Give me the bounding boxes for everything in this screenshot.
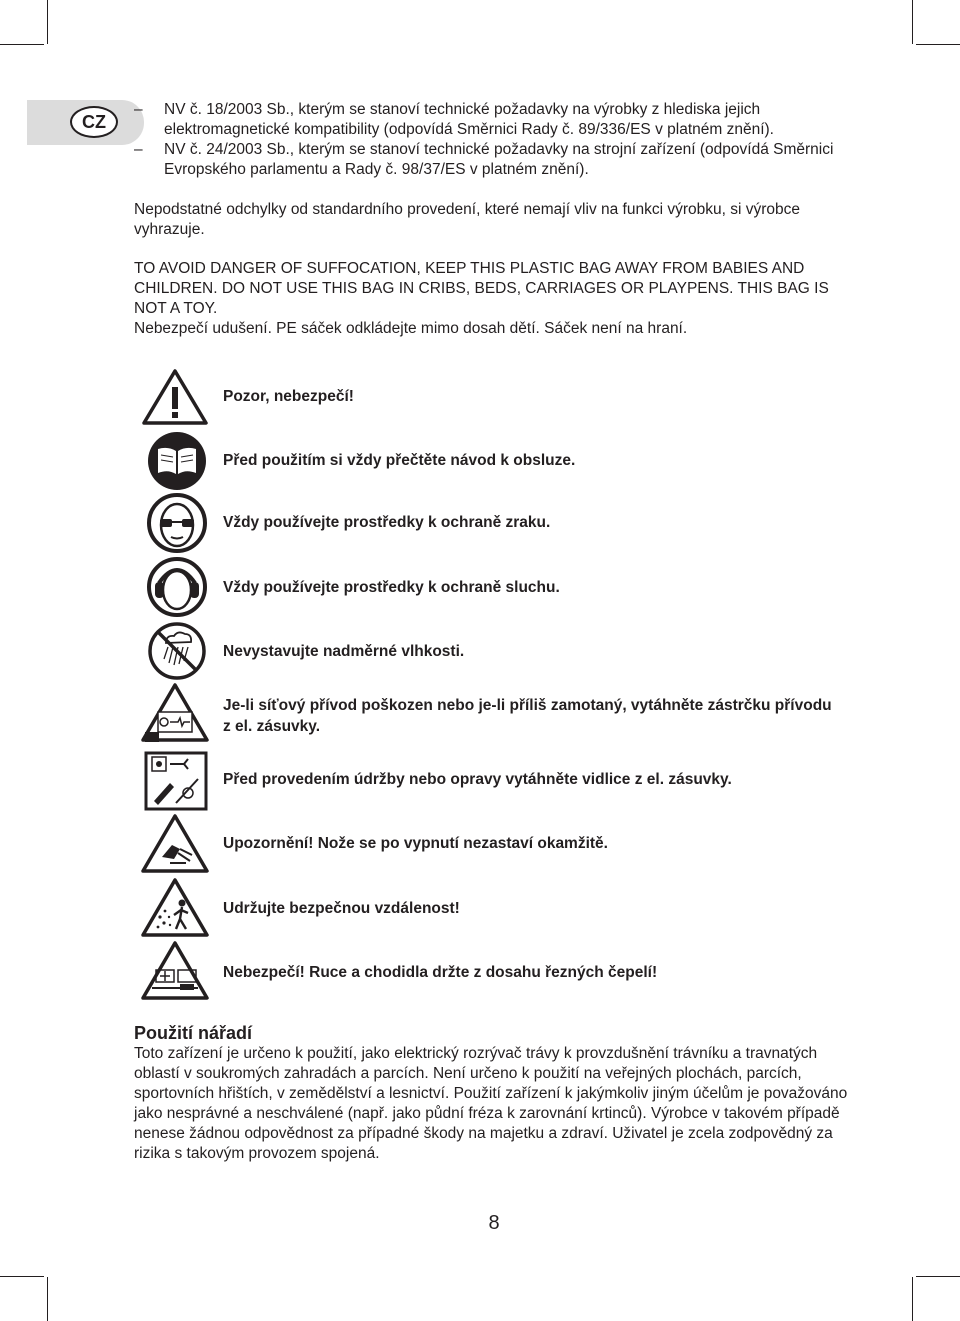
section-title: Použití nářadí bbox=[134, 1023, 253, 1043]
list-dash: – bbox=[134, 101, 143, 118]
symbol-row bbox=[140, 682, 860, 746]
bag-warning-en: TO AVOID DANGER OF SUFFOCATION, KEEP THIS PLASTIC BAG AWAY FROM BABIES AND CHILDREN. DO NOT USE THIS BAG IN CRIBS, BEDS, CARRIAGES OR PLAYPENS. THIS BAG IS NOT A TOY. bbox=[134, 260, 829, 317]
symbol-text: Upozornění! Nože se po vypnutí nezastaví okamžitě. bbox=[223, 835, 608, 852]
disclaimer-text: Nepodstatné odchylky od standardního provedení, které nemají vliv na funkci výrobku, si výrobce vyhrazuje. bbox=[134, 201, 801, 238]
no-rain-icon bbox=[140, 619, 210, 683]
symbol-row bbox=[140, 367, 860, 431]
keep-hands-feet-away-icon bbox=[140, 940, 210, 1004]
regulation-text: NV č. 24/2003 Sb., kterým se stanoví technické požadavky na strojní zařízení (odpovídá Směrnici Evropského parlamentu a Rady č. 98/37/ES v platném znění). bbox=[164, 141, 834, 178]
list-item bbox=[134, 140, 854, 180]
crop-mark bbox=[916, 1276, 960, 1277]
crop-mark bbox=[916, 44, 960, 45]
crop-mark bbox=[0, 44, 44, 45]
symbol-row bbox=[140, 813, 860, 877]
crop-mark bbox=[912, 0, 913, 44]
regulations-list bbox=[134, 100, 854, 180]
symbol-row bbox=[140, 940, 860, 1004]
crop-mark bbox=[47, 1277, 48, 1321]
read-manual-icon bbox=[140, 429, 210, 493]
list-item bbox=[134, 100, 854, 140]
crop-mark bbox=[912, 1277, 913, 1321]
regulation-text: NV č. 18/2003 Sb., kterým se stanoví technické požadavky na výrobky z hlediska jejich elektromagnetické kompatibility (odpovídá Směrnici Rady č. 89/336/ES v platném znění). bbox=[164, 101, 774, 138]
symbol-row bbox=[140, 749, 860, 813]
symbol-row bbox=[140, 491, 860, 555]
symbol-row bbox=[140, 619, 860, 683]
ear-protection-icon bbox=[140, 555, 210, 619]
crop-mark bbox=[0, 1276, 44, 1277]
eye-protection-icon bbox=[140, 491, 210, 555]
unplug-before-maintenance-icon bbox=[140, 749, 210, 813]
keep-distance-icon bbox=[140, 877, 210, 941]
symbol-text: Je-li síťový přívod poškozen nebo je-li příliš zamotaný, vytáhněte zástrčku přívodu z el. zásuvky. bbox=[223, 697, 832, 735]
symbol-text: Před provedením údržby nebo opravy vytáhněte vidlice z el. zásuvky. bbox=[223, 771, 732, 788]
symbol-row bbox=[140, 555, 860, 619]
blades-rotating-icon bbox=[140, 813, 210, 877]
symbol-text: Nebezpečí! Ruce a chodidla držte z dosahu řezných čepelí! bbox=[223, 964, 658, 981]
symbol-text: Pozor, nebezpečí! bbox=[223, 388, 354, 405]
symbol-text: Před použitím si vždy přečtěte návod k obsluze. bbox=[223, 452, 576, 469]
language-badge: CZ bbox=[70, 106, 118, 138]
symbol-text: Vždy používejte prostředky k ochraně sluchu. bbox=[223, 579, 560, 596]
symbol-text: Vždy používejte prostředky k ochraně zraku. bbox=[223, 514, 551, 531]
usage-text: Toto zařízení je určeno k použití, jako elektrický rozrývač trávy k provzdušnění trávníku a travnatých oblastí v soukromých zahradách a parcích. Není určeno k použití na veřejných plochách, parcích, sportovních hřištích, v zemědělství a lesnictví. Použití zařízení k jakýmkoliv jiným účelům je považováno jako nesprávné a neschválené (např. jako půdní fréza k zarovnání krtinců). Výrobce v takovém případě nenese žádnou odpovědnost za případné škody na majetku a zdraví. Uživatel je zcela zodpovědný za rizika s takovým provozem spojená. bbox=[134, 1045, 848, 1162]
bag-warning-cz: Nebezpečí udušení. PE sáček odkládejte mimo dosah dětí. Sáček není na hraní. bbox=[134, 320, 688, 337]
symbol-text: Udržujte bezpečnou vzdálenost! bbox=[223, 900, 460, 917]
page-number: 8 bbox=[488, 1212, 500, 1234]
symbol-row bbox=[140, 877, 860, 941]
warning-triangle-icon bbox=[140, 367, 210, 431]
symbol-row bbox=[140, 429, 860, 493]
crop-mark bbox=[47, 0, 48, 44]
list-dash: – bbox=[134, 141, 143, 158]
bag-warning bbox=[134, 259, 854, 339]
unplug-damaged-cable-icon bbox=[140, 682, 210, 746]
symbol-text: Nevystavujte nadměrné vlhkosti. bbox=[223, 643, 465, 660]
